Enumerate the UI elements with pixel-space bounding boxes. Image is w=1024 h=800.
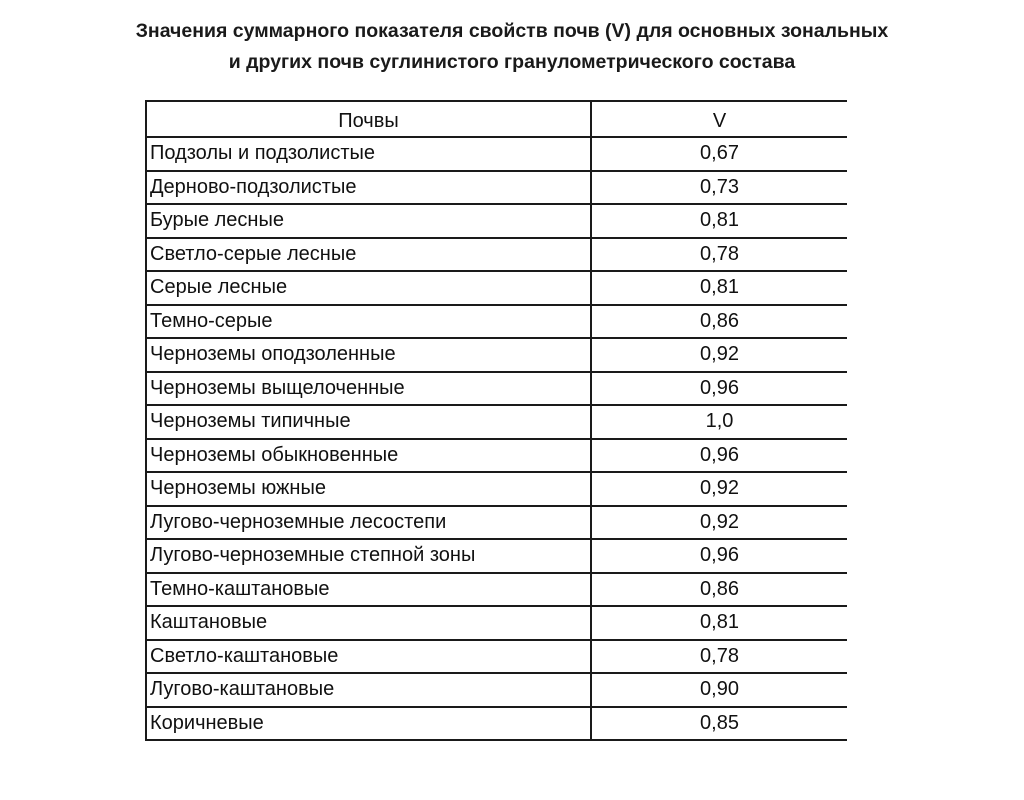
table-row — [146, 539, 847, 573]
title-line-2: и других почв суглинистого гранулометрического состава — [228, 51, 796, 73]
soil-name-cell: Бурые лесные — [146, 204, 591, 238]
table-row — [146, 606, 847, 640]
table-row — [146, 506, 847, 540]
soil-name-cell: Темно-серые — [146, 305, 591, 339]
v-value-cell: 0,85 — [591, 707, 847, 741]
v-value-cell: 0,92 — [591, 506, 847, 540]
soil-table-container — [145, 100, 847, 800]
v-value-cell: 0,86 — [591, 305, 847, 339]
table-row — [146, 171, 847, 205]
table-row — [146, 372, 847, 406]
table-row — [146, 137, 847, 171]
v-value-cell: 0,86 — [591, 573, 847, 607]
soil-name-cell: Темно-каштановые — [146, 573, 591, 607]
soil-name-cell: Черноземы южные — [146, 472, 591, 506]
table-row — [146, 707, 847, 741]
soil-name-cell: Черноземы оподзоленные — [146, 338, 591, 372]
v-value-cell: 0,96 — [591, 372, 847, 406]
soil-name-cell: Серые лесные — [146, 271, 591, 305]
v-value-cell: 1,0 — [591, 405, 847, 439]
soil-name-cell: Черноземы обыкновенные — [146, 439, 591, 473]
soil-name-cell: Светло-каштановые — [146, 640, 591, 674]
soil-properties-table — [145, 100, 847, 741]
table-row — [146, 238, 847, 272]
table-row — [146, 640, 847, 674]
soil-name-cell: Лугово-черноземные степной зоны — [146, 539, 591, 573]
v-value-cell: 0,67 — [591, 137, 847, 171]
title-line-1: Значения суммарного показателя свойств почв (V) для основных зональных — [135, 20, 889, 42]
table-row — [146, 405, 847, 439]
v-value-cell: 0,81 — [591, 271, 847, 305]
document-title — [0, 16, 1024, 78]
v-value-cell: 0,96 — [591, 439, 847, 473]
v-value-cell: 0,96 — [591, 539, 847, 573]
v-value-cell: 0,92 — [591, 338, 847, 372]
v-value-cell: 0,81 — [591, 204, 847, 238]
soil-name-cell: Лугово-черноземные лесостепи — [146, 506, 591, 540]
table-header-row — [146, 101, 847, 137]
table-row — [146, 472, 847, 506]
v-value-cell: 0,73 — [591, 171, 847, 205]
table-row — [146, 204, 847, 238]
v-value-cell: 0,92 — [591, 472, 847, 506]
soil-name-cell: Светло-серые лесные — [146, 238, 591, 272]
column-header-v: V — [591, 101, 847, 137]
soil-name-cell: Коричневые — [146, 707, 591, 741]
table-body — [146, 137, 847, 740]
soil-name-cell: Дерново-подзолистые — [146, 171, 591, 205]
table-row — [146, 439, 847, 473]
v-value-cell: 0,81 — [591, 606, 847, 640]
table-row — [146, 271, 847, 305]
column-header-soils: Почвы — [146, 101, 591, 137]
table-row — [146, 673, 847, 707]
v-value-cell: 0,78 — [591, 640, 847, 674]
v-value-cell: 0,90 — [591, 673, 847, 707]
soil-name-cell: Подзолы и подзолистые — [146, 137, 591, 171]
soil-name-cell: Каштановые — [146, 606, 591, 640]
soil-name-cell: Черноземы типичные — [146, 405, 591, 439]
v-value-cell: 0,78 — [591, 238, 847, 272]
table-row — [146, 338, 847, 372]
table-row — [146, 305, 847, 339]
soil-name-cell: Черноземы выщелоченные — [146, 372, 591, 406]
soil-name-cell: Лугово-каштановые — [146, 673, 591, 707]
table-row — [146, 573, 847, 607]
